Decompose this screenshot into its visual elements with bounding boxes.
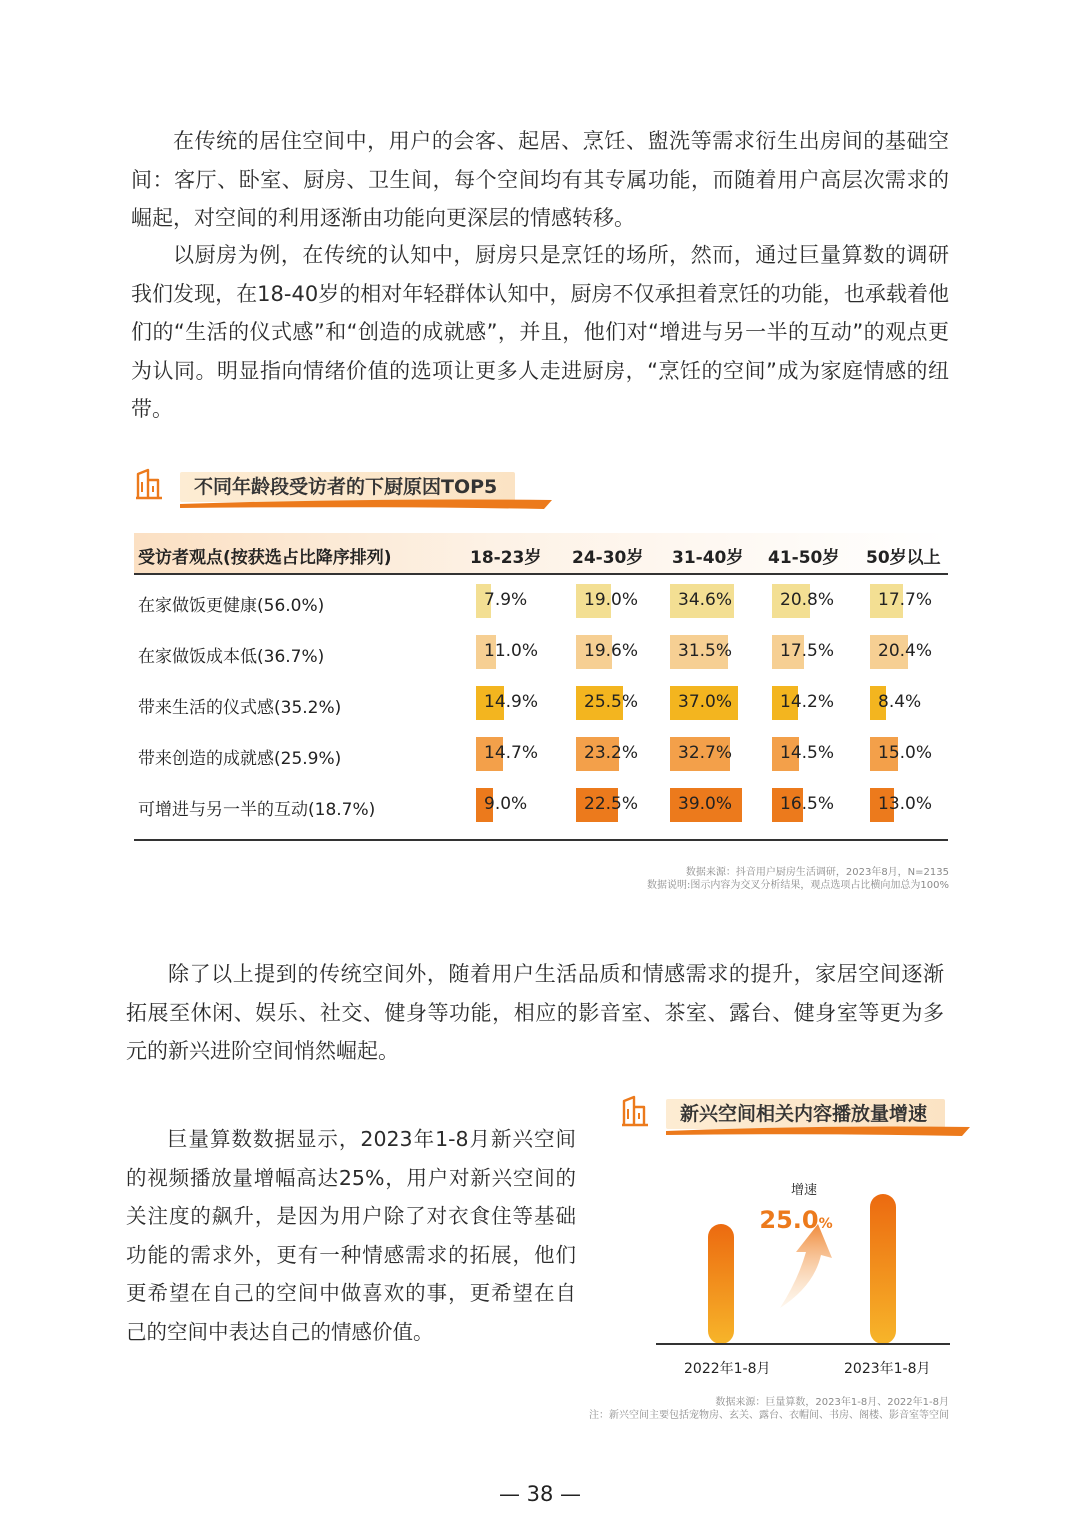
table-header-cell: 50岁以上 <box>866 548 941 568</box>
source-line: 数据来源：抖音用户厨房生活调研，2023年8月，N=2135 <box>685 867 949 878</box>
cell-value: 19.6% <box>584 641 639 661</box>
table-row <box>134 575 948 626</box>
cell-value: 20.4% <box>878 641 933 661</box>
growth-value <box>759 1206 832 1234</box>
table-header-cell: 31-40岁 <box>672 548 744 568</box>
cell-value: 17.7% <box>878 590 933 610</box>
cell-value: 14.7% <box>484 743 539 763</box>
table-header <box>134 533 948 575</box>
growth-arrow-icon <box>780 1224 832 1308</box>
cell-value: 9.0% <box>484 794 528 814</box>
paragraph-text: 巨量算数数据显示，2023年1-8月新兴空间的视频播放量增幅高达25%，用户对新兴空间的关注度的飙升，是因为用户除了对衣食住等基础功能的需求外，更有一种情感需求的拓展，他们更希望在自己的空间中做喜欢的事，更希望在自己的空间中表达自己的情感价值。 <box>126 1127 576 1344</box>
paragraph-text: 以厨房为例，在传统的认知中，厨房只是烹饪的场所，然而，通过巨量算数的调研我们发现，在18-40岁的相对年轻群体认知中，厨房不仅承担着烹饪的功能，也承载着他们的“生活的仪式感”和“创造的成就感”，并且，他们对“增进与另一半的互动”的观点更为认同。明显指向情绪价值的选项让更多人走进厨房，“烹饪的空间”成为家庭情感的纽带。 <box>131 243 949 421</box>
growth-bar-chart <box>656 1140 956 1390</box>
table-header-cell: 18-23岁 <box>470 548 542 568</box>
cell-value: 15.0% <box>878 743 933 763</box>
table-header-cell: 41-50岁 <box>768 548 840 568</box>
source-line: 数据说明:图示内容为交叉分析结果，观点选项占比横向加总为100% <box>647 880 949 891</box>
cell-value: 14.5% <box>780 743 835 763</box>
source-line: 注：新兴空间主要包括宠物房、玄关、露台、衣帽间、书房、阁楼、影音室等空间 <box>589 1410 949 1421</box>
section-title-growth <box>620 1093 980 1135</box>
intro-paragraph <box>131 122 949 238</box>
growth-paragraph <box>126 1120 576 1351</box>
table-row <box>134 677 948 728</box>
cell-value: 37.0% <box>678 692 733 712</box>
growth-chart-svg <box>656 1140 956 1390</box>
cell-value: 7.9% <box>484 590 528 610</box>
data-source-note <box>589 1396 949 1422</box>
cell-value: 32.7% <box>678 743 733 763</box>
cell-value: 34.6% <box>678 590 733 610</box>
paragraph-text: 除了以上提到的传统空间外，随着用户生活品质和情感需求的提升，家居空间逐渐拓展至休闲、娱乐、社交、健身等功能，相应的影音室、茶室、露台、健身室等更为多元的新兴进阶空间悄然崛起。 <box>126 962 944 1063</box>
data-source-note <box>647 866 949 892</box>
growth-bar <box>708 1224 734 1344</box>
cell-value: 16.5% <box>780 794 835 814</box>
table-header-cell: 受访者观点(按获选占比降序排列) <box>138 548 392 568</box>
cell-value: 19.0% <box>584 590 639 610</box>
cooking-reasons-table <box>134 533 948 820</box>
growth-label: 增速 <box>790 1183 818 1198</box>
building-icon <box>620 1095 650 1127</box>
growth-bar <box>870 1194 896 1344</box>
cell-value: 31.5% <box>678 641 733 661</box>
table-row <box>134 728 948 779</box>
row-label: 可增进与另一半的互动(18.7%) <box>138 800 376 820</box>
cell-value: 23.2% <box>584 743 639 763</box>
building-icon <box>134 468 164 500</box>
row-label: 带来创造的成就感(25.9%) <box>138 749 342 769</box>
growth-number: 25.0 <box>759 1206 819 1234</box>
table-row <box>134 626 948 677</box>
cell-value: 11.0% <box>484 641 539 661</box>
cell-value: 14.2% <box>780 692 835 712</box>
title-underline-decoration <box>666 1123 976 1137</box>
table-header-cell: 24-30岁 <box>572 548 644 568</box>
kitchen-paragraph <box>131 236 949 429</box>
source-line: 数据来源：巨量算数，2023年1-8月、2022年1-8月 <box>715 1397 949 1408</box>
row-label: 在家做饭成本低(36.7%) <box>138 647 325 667</box>
section-title-text: 新兴空间相关内容播放量增速 <box>666 1099 945 1129</box>
title-underline-decoration <box>180 496 560 510</box>
category-label: 2022年1-8月 <box>684 1361 771 1377</box>
cell-value: 39.0% <box>678 794 733 814</box>
cell-value: 22.5% <box>584 794 639 814</box>
section-title-cooking-reasons <box>134 466 564 508</box>
table-row <box>134 779 948 830</box>
emerging-space-paragraph <box>126 955 944 1071</box>
page-number: — 38 — <box>498 1482 582 1506</box>
cell-value: 17.5% <box>780 641 835 661</box>
cell-value: 25.5% <box>584 692 639 712</box>
table-bottom-rule <box>134 839 948 841</box>
row-label: 带来生活的仪式感(35.2%) <box>138 698 342 718</box>
row-label: 在家做饭更健康(56.0%) <box>138 596 325 616</box>
paragraph-text: 在传统的居住空间中，用户的会客、起居、烹饪、盥洗等需求衍生出房间的基础空间：客厅、卧室、厨房、卫生间，每个空间均有其专属功能，而随着用户高层次需求的崛起，对空间的利用逐渐由功能向更深层的情感转移。 <box>131 129 949 230</box>
cell-value: 13.0% <box>878 794 933 814</box>
section-title-text: 不同年龄段受访者的下厨原因TOP5 <box>180 472 515 502</box>
growth-unit: % <box>818 1216 833 1232</box>
cell-value: 20.8% <box>780 590 835 610</box>
cell-value: 8.4% <box>878 692 922 712</box>
cell-value: 14.9% <box>484 692 539 712</box>
category-label: 2023年1-8月 <box>844 1361 931 1377</box>
